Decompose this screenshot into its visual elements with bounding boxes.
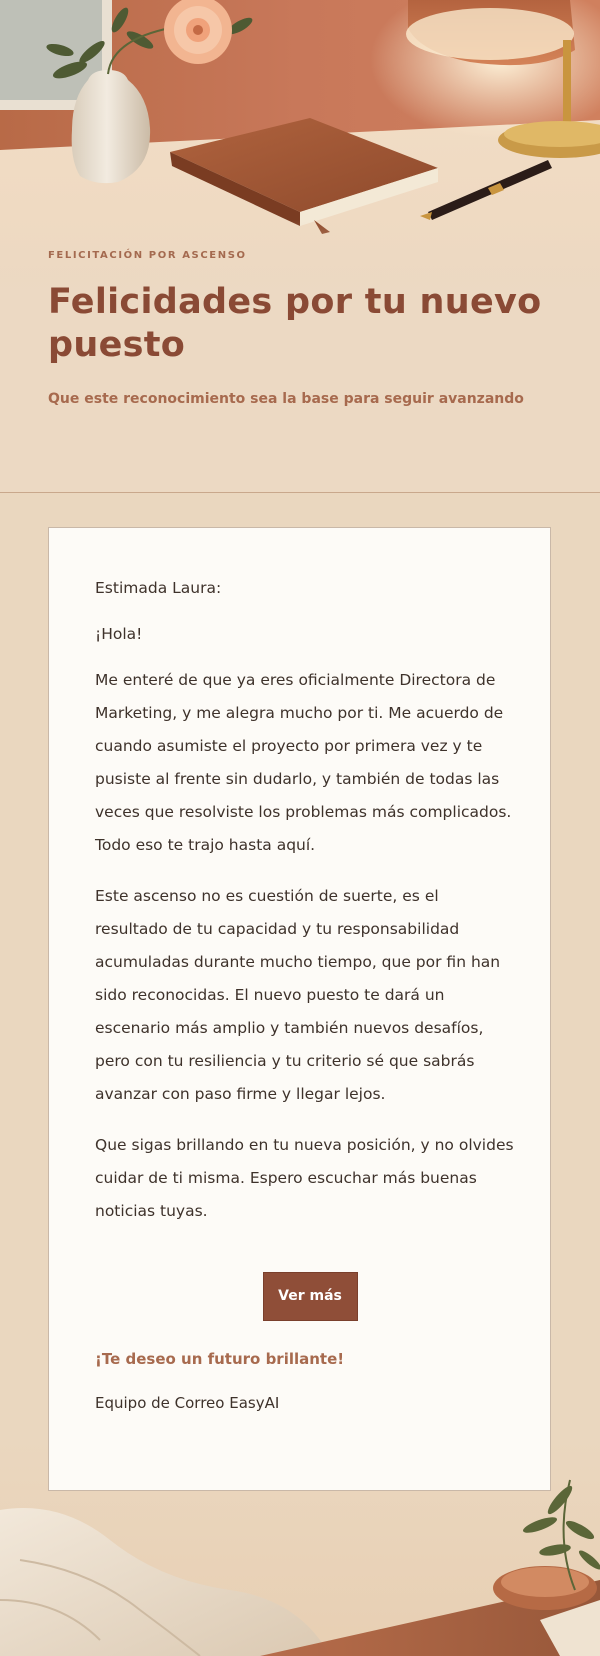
cta-container xyxy=(95,1272,515,1321)
letter-hello: ¡Hola! xyxy=(95,625,143,643)
letter-body xyxy=(95,578,515,1413)
ver-mas-button[interactable]: Ver más xyxy=(263,1272,358,1321)
letter-closing: ¡Te deseo un futuro brillante! xyxy=(95,1350,345,1368)
hero-text xyxy=(48,250,568,407)
letter-paragraph: Me enteré de que ya eres oficialmente Directora de Marketing, y me alegra mucho por ti. Me acuerdo de cuando asumiste el proyecto por primera vez y te pusiste al frente sin dudarlo, y también de todas las veces que resolviste los problemas más complicados. Todo eso te trajo hasta aquí. xyxy=(95,671,512,854)
letter-greeting: Estimada Laura: xyxy=(95,579,222,597)
letter-card xyxy=(48,527,551,1491)
hero-illustration xyxy=(0,0,600,492)
hero-title: Felicidades por tu nuevo puesto xyxy=(48,282,542,365)
hero-banner xyxy=(0,0,600,492)
hero-subtitle: Que este reconocimiento sea la base para seguir avanzando xyxy=(48,391,524,407)
hero-eyebrow: FELICITACIÓN POR ASCENSO xyxy=(48,250,247,261)
letter-signature: Equipo de Correo EasyAI xyxy=(95,1394,280,1412)
hero-divider xyxy=(0,492,600,493)
letter-paragraph: Que sigas brillando en tu nueva posición, y no olvides cuidar de ti misma. Espero escuchar más buenas noticias tuyas. xyxy=(95,1136,514,1220)
letter-paragraph: Este ascenso no es cuestión de suerte, es el resultado de tu capacidad y tu responsabilidad acumuladas durante mucho tiempo, que por fin han sido reconocidas. El nuevo puesto te dará un escenario más amplio y también nuevos desafíos, pero con tu resiliencia y tu criterio sé que sabrás avanzar con paso firme y llegar lejos. xyxy=(95,887,501,1103)
